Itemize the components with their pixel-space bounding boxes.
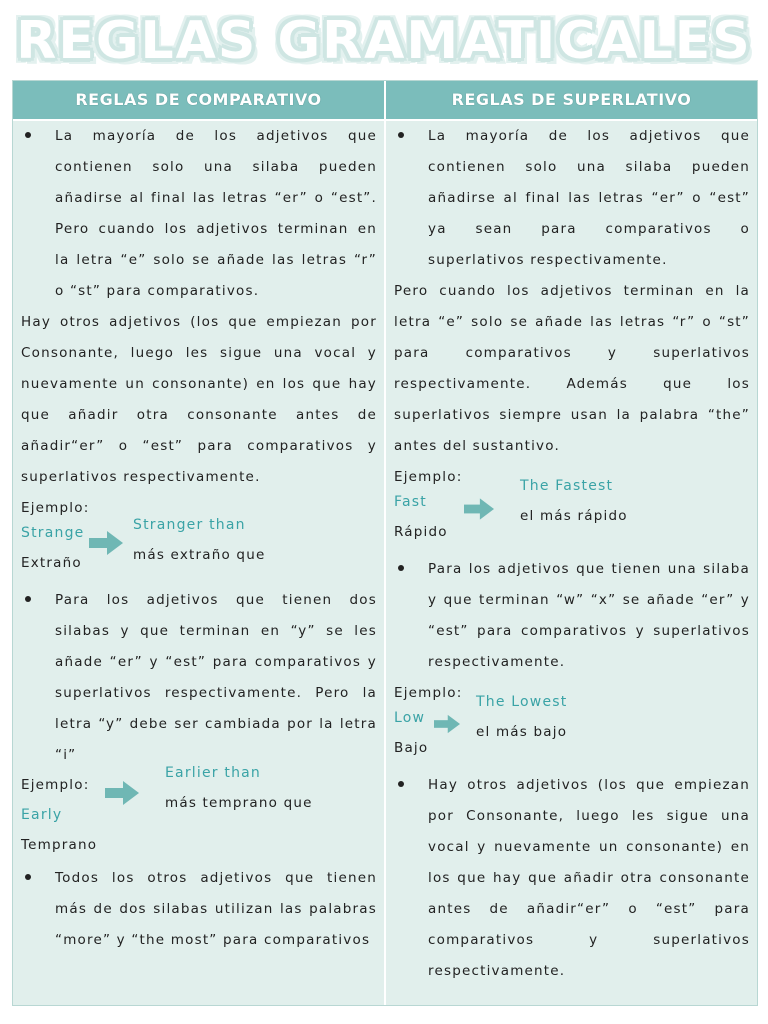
column-divider xyxy=(384,81,386,1005)
bullet-text: Hay otros adjetivos (los que empiezan por Consonante, luego les sigue una vocal y nuevamente un consonante) en los que hay que añadir otra consonante antes de añadir“er” o “est” para comparativos y superlativos respectivamente. xyxy=(428,777,750,979)
example-translation: Temprano xyxy=(21,837,98,853)
example-label: Ejemplo: xyxy=(21,500,90,516)
example-word: Fast xyxy=(394,494,427,510)
superlativo-example-2 xyxy=(394,694,750,770)
superlativo-column xyxy=(394,121,750,987)
superlativo-paragraph-1: Pero cuando los adjetivos terminan en la letra “e” solo se añade las letras “r” o “st” para comparativos y superlativos respectivamente. Además que los superlativos siempre usan la palabra “the” antes del sustantivo. xyxy=(394,283,750,454)
superlativo-example-1 xyxy=(394,478,750,554)
superlativo-header: REGLAS DE SUPERLATIVO xyxy=(386,81,757,119)
comparativo-header: REGLAS DE COMPARATIVO xyxy=(13,81,384,119)
bullet-text: Para los adjetivos que tienen una silaba y que terminan “w” “x” se añade “er” y “est” para comparativos y superlativos respectivamente. xyxy=(428,561,750,670)
example-result: The Lowest xyxy=(476,694,568,710)
example-label: Ejemplo: xyxy=(21,777,90,793)
example-result-translation: más extraño que xyxy=(133,547,266,563)
bullet-icon xyxy=(25,874,31,880)
comparativo-example-1 xyxy=(21,517,377,585)
example-result-translation: más temprano que xyxy=(165,795,313,811)
comparativo-example-2 xyxy=(21,765,377,863)
bullet-icon xyxy=(25,132,31,138)
superlativo-bullet-1 xyxy=(394,121,750,276)
superlativo-bullet-3 xyxy=(394,770,750,987)
example-label: Ejemplo: xyxy=(394,469,463,485)
page-title: REGLAS GRAMATICALES xyxy=(16,11,752,71)
example-result: Earlier than xyxy=(165,765,261,781)
rules-table xyxy=(12,80,758,1006)
bullet-icon xyxy=(398,565,404,571)
arrow-right-icon xyxy=(89,531,123,555)
example-translation: Extraño xyxy=(21,555,82,571)
bullet-text: Para los adjetivos que tienen dos silabas y que terminan en “y” se les añade “er” y “est” para comparativos y superlativos respectivamente. Pero la letra “y” debe ser cambiada por la letra “i” xyxy=(55,592,377,763)
comparativo-bullet-3 xyxy=(21,863,377,956)
example-translation: Rápido xyxy=(394,524,448,540)
bullet-text: La mayoría de los adjetivos que contienen solo una silaba pueden añadirse al final las letras “er” o “est”. Pero cuando los adjetivos terminan en la letra “e” solo se añade las letras “r” o “st” para comparativos. xyxy=(55,128,377,299)
arrow-right-icon xyxy=(464,498,494,520)
bullet-text: La mayoría de los adjetivos que contienen solo una silaba pueden añadirse al final las letras “er” o “est” ya sean para comparativos o superlativos respectivamente. xyxy=(428,128,750,268)
bullet-icon xyxy=(398,132,404,138)
comparativo-paragraph-1: Hay otros adjetivos (los que empiezan por Consonante, luego les sigue una vocal y nuevamente un consonante) en los que hay que añadir otra consonante antes de añadir“er” o “est” para comparativos y superlativos respectivamente. xyxy=(21,314,377,485)
example-word: Early xyxy=(21,807,63,823)
bullet-text: Todos los otros adjetivos que tienen más de dos silabas utilizan las palabras “more” y “the most” para comparativos xyxy=(55,870,377,948)
example-result: The Fastest xyxy=(520,478,614,494)
example-result-translation: el más bajo xyxy=(476,724,568,740)
comparativo-bullet-1 xyxy=(21,121,377,307)
superlativo-bullet-2 xyxy=(394,554,750,678)
example-word: Strange xyxy=(21,525,85,541)
example-translation: Bajo xyxy=(394,740,429,756)
example-label: Ejemplo: xyxy=(394,685,463,701)
example-result-translation: el más rápido xyxy=(520,508,628,524)
bullet-icon xyxy=(25,596,31,602)
example-result: Stranger than xyxy=(133,517,246,533)
comparativo-column xyxy=(21,121,377,956)
arrow-right-icon xyxy=(105,781,139,805)
bullet-icon xyxy=(398,781,404,787)
comparativo-bullet-2 xyxy=(21,585,377,771)
arrow-right-icon xyxy=(434,714,460,734)
example-word: Low xyxy=(394,710,426,726)
